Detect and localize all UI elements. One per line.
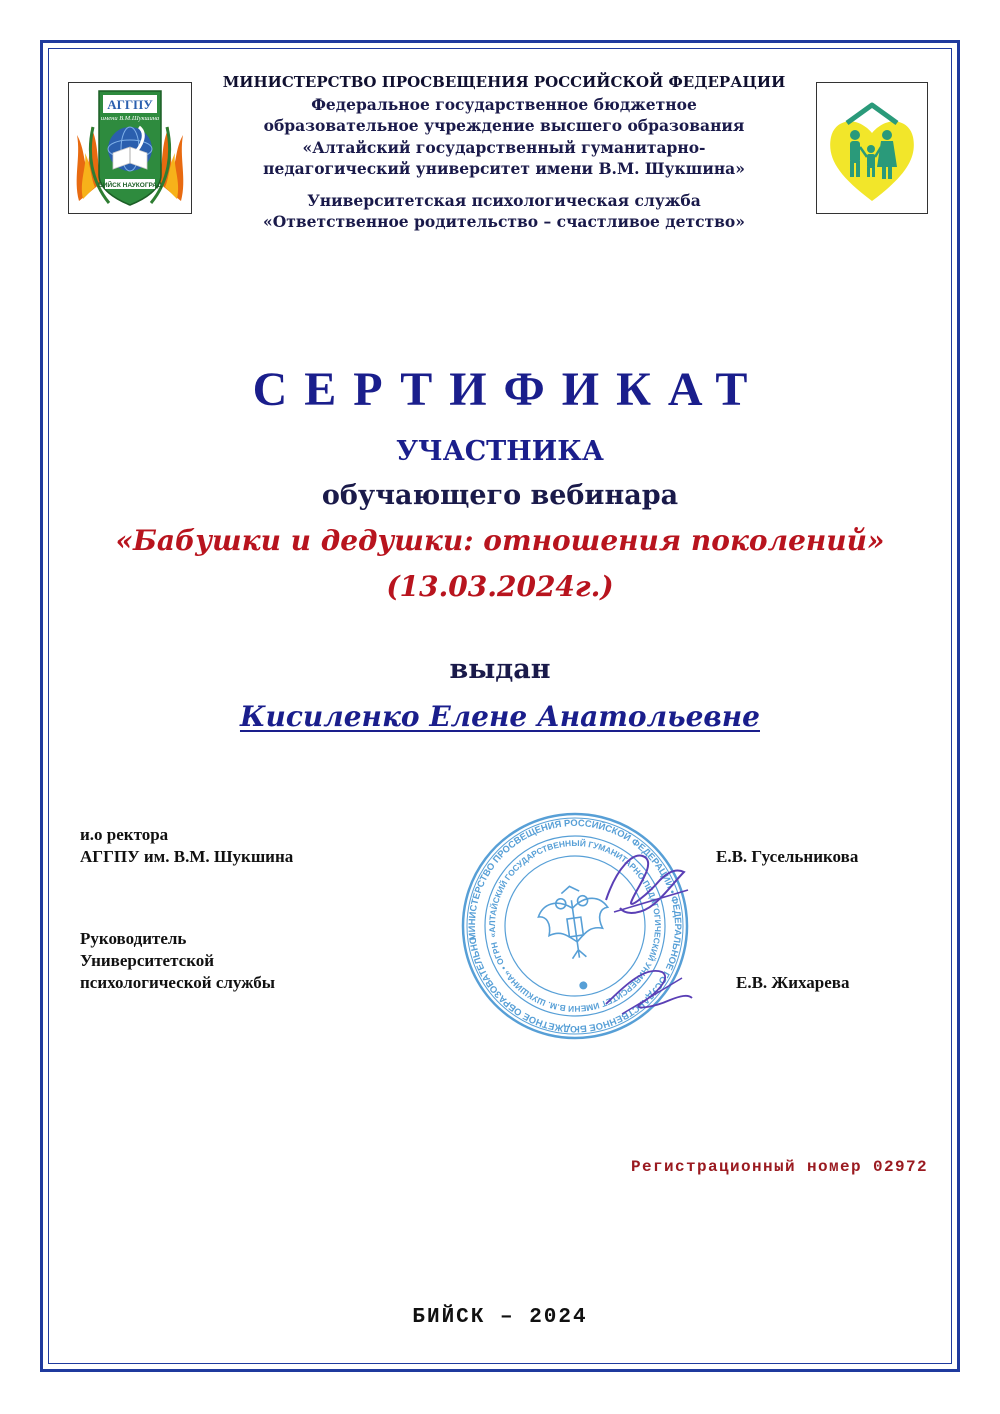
certificate-title: СЕРТИФИКАТ — [252, 363, 765, 416]
svg-text:АГГПУ: АГГПУ — [107, 97, 153, 112]
head-role-line: Руководитель — [80, 929, 187, 948]
university-logo — [68, 82, 192, 214]
head-role-line: Университетской — [80, 951, 215, 970]
institution-line: «Алтайский государственный гуманитарно- — [302, 137, 706, 157]
issuer-header — [200, 72, 808, 233]
institution-line: образовательное учреждение высшего образования — [263, 116, 745, 135]
city-year-footer: БИЙСК – 2024 — [412, 1306, 588, 1329]
webinar-topic: «Бабушки и дедушки: отношения поколений» — [115, 524, 885, 557]
official-seal-icon — [456, 808, 694, 1044]
rector-name: Е.В. Гусельникова — [716, 847, 859, 866]
head-name: Е.В. Жихарева — [736, 973, 850, 992]
official-stamp — [456, 808, 694, 1044]
stamp-outer-text: МИНИСТЕРСТВО ПРОСВЕЩЕНИЯ РОССИЙСКОЙ ФЕДЕРАЦИИ • ФЕДЕРАЛЬНОЕ ГОСУДАРСТВЕННОЕ БЮДЖЕТНОЕ ОБРАЗОВАТЕЛЬНОЕ — [465, 816, 685, 1036]
registration-number: Регистрационный номер 02972 — [630, 1158, 928, 1176]
webinar-date: (13.03.2024г.) — [386, 570, 614, 603]
rector-role-line: АГГПУ им. В.М. Шукшина — [80, 847, 294, 866]
webinar-label: обучающего вебинара — [321, 480, 679, 511]
head-role — [80, 928, 275, 994]
svg-text:БИЙСК НАУКОГРАД: БИЙСК НАУКОГРАД — [98, 182, 162, 189]
ministry-line: МИНИСТЕРСТВО ПРОСВЕЩЕНИЯ РОССИЙСКОЙ ФЕДЕРАЦИИ — [222, 73, 786, 91]
university-emblem-icon — [69, 83, 191, 213]
institution-line: Федеральное государственное бюджетное — [311, 94, 697, 114]
family-service-logo — [816, 82, 928, 214]
stamp-inner-text: «АЛТАЙСКИЙ ГОСУДАРСТВЕННЫЙ ГУМАНИТАРНО-ПЕДАГОГИЧЕСКИЙ УНИВЕРСИТЕТ ИМЕНИ В.М. ШУКШИНА» • ОГРН — [486, 837, 664, 1015]
family-heart-icon — [817, 83, 927, 213]
certificate-subtitle: УЧАСТНИКА — [396, 436, 604, 467]
issued-label: выдан — [449, 654, 551, 685]
recipient-name: Кисиленко Елене Анатольевне — [239, 700, 760, 733]
institution-line: педагогический университет имени В.М. Шукшина» — [263, 159, 745, 178]
head-role-line: психологической службы — [80, 973, 276, 992]
service-line: «Ответственное родительство – счастливое детство» — [263, 212, 745, 231]
svg-text:имени В.М.Шукшина: имени В.М.Шукшина — [100, 115, 160, 122]
rector-role — [80, 824, 293, 868]
rector-role-line: и.о ректора — [80, 825, 169, 844]
service-line: Университетская психологическая служба — [307, 190, 701, 210]
